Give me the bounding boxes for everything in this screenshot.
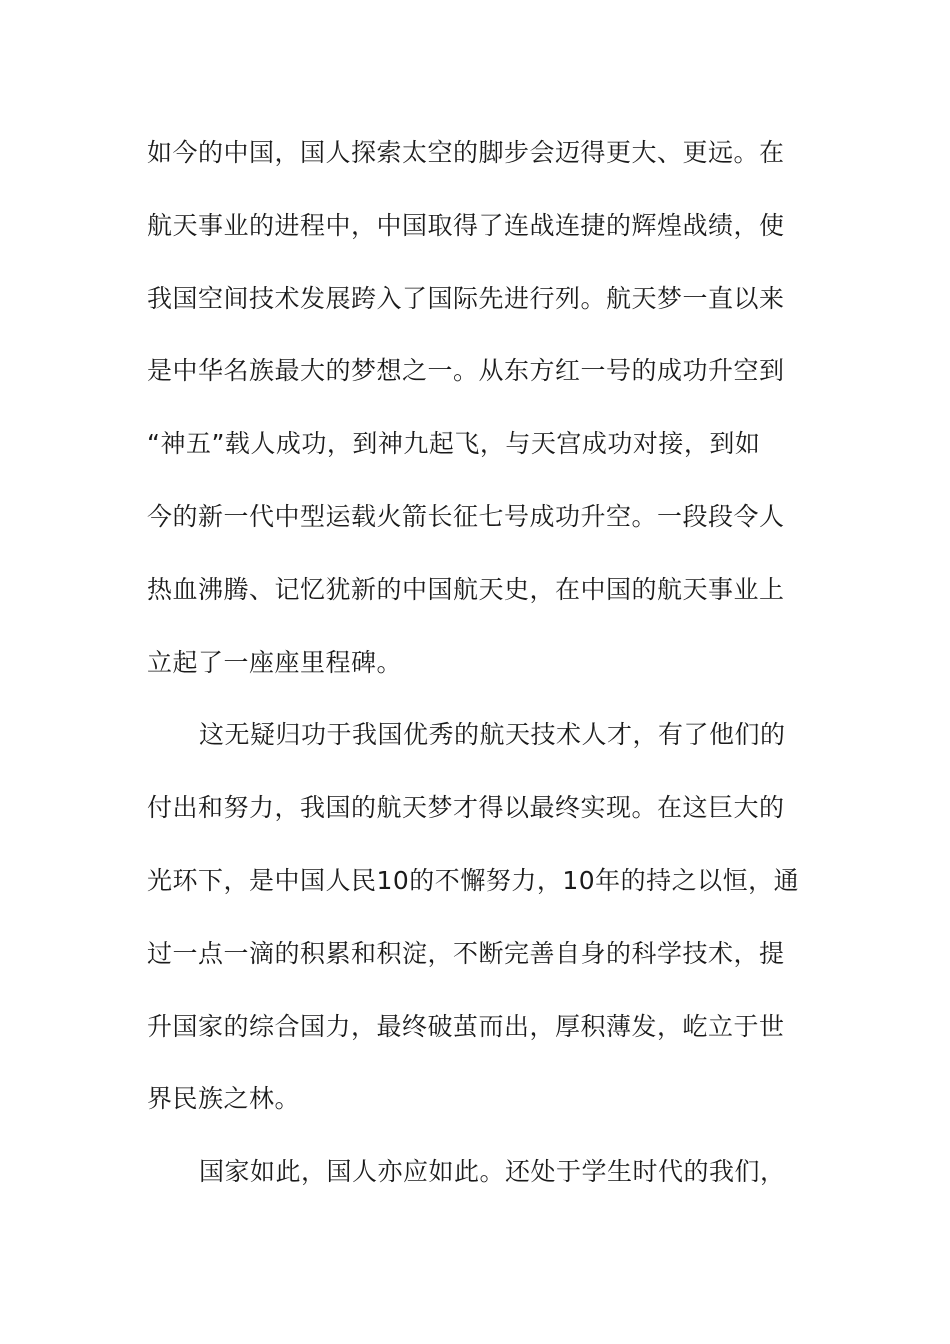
text-line: 界民族之林。 [147, 1084, 301, 1114]
paragraph-2 [147, 709, 807, 1146]
text-line: 是中华名族最大的梦想之一。从东方红一号的成功升空到 [147, 356, 785, 386]
text-line: “神五”载人成功，到神九起飞，与天宫成功对接，到如 [147, 429, 761, 459]
text-line: 升国家的综合国力，最终破茧而出，厚积薄发，屹立于世 [147, 1011, 785, 1041]
text-line: 付出和努力，我国的航天梦才得以最终实现。在这巨大的 [147, 793, 785, 823]
text-line: 国家如此，国人亦应如此。还处于学生时代的我们， [199, 1157, 786, 1187]
text-line: 光环下，是中国人民10的不懈努力，10年的持之以恒，通 [147, 865, 800, 895]
text-line: 热血沸腾、记忆犹新的中国航天史，在中国的航天事业上 [147, 574, 785, 604]
paragraph-1 [147, 127, 807, 709]
text-line: 如今的中国，国人探索太空的脚步会迈得更大、更远。在 [147, 138, 785, 167]
text-line: 我国空间技术发展跨入了国际先进行列。航天梦一直以来 [147, 283, 785, 313]
text-line: 今的新一代中型运载火箭长征七号成功升空。一段段令人 [147, 501, 785, 531]
text-line: 立起了一座座里程碑。 [147, 647, 403, 677]
text-line: 过一点一滴的积累和积淀，不断完善自身的科学技术，提 [147, 938, 785, 968]
text-line: 这无疑归功于我国优秀的航天技术人才，有了他们的 [199, 720, 786, 750]
paragraph-3 [147, 1146, 807, 1219]
text-line: 航天事业的进程中，中国取得了连战连捷的辉煌战绩，使 [147, 210, 785, 240]
document-body [147, 127, 807, 1219]
